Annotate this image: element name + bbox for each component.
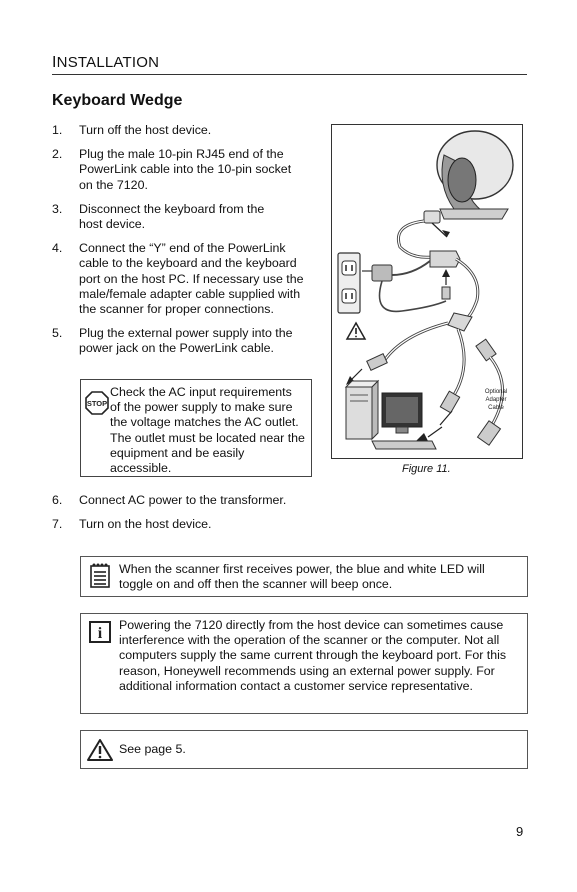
note-text: Powering the 7120 directly from the host device can sometimes cause interference with the operation of the scanner or the computer. Not all computers supply the same current through the keyboard port. For this reason, Honeywell recommends using an external power supply. For additional information contact a customer service representative. (119, 618, 507, 693)
note-text: See page 5. (119, 741, 186, 756)
note-see-page (80, 730, 528, 769)
list-item (52, 147, 312, 193)
figure-11 (331, 124, 523, 459)
step-number: 3. (52, 201, 63, 216)
list-item (52, 326, 312, 356)
list-item (52, 241, 312, 317)
stop-note-text: Check the AC input requirements of the power supply to make sure the voltage matches the AC outlet. The outlet must be located near the equipment and be easily accessible. (110, 385, 305, 476)
step-text: Plug the male 10-pin RJ45 end of the PowerLink cable into the 10-pin socket on the 7120. (79, 147, 292, 192)
steps-list (52, 123, 312, 366)
header-title (52, 54, 159, 71)
header-title-initial: I (52, 54, 57, 71)
figure-caption: Figure 11. (402, 463, 451, 475)
powerlink-splitter (430, 251, 460, 267)
stop-sign-label: STOP (86, 399, 108, 408)
stop-sign-icon (85, 391, 110, 476)
rj45-connector (424, 211, 440, 223)
section-title: Keyboard Wedge (52, 92, 183, 109)
step-number: 4. (52, 241, 63, 256)
info-icon (81, 618, 119, 713)
list-item (52, 493, 352, 508)
list-item (52, 202, 312, 232)
info-icon-label: i (97, 625, 103, 642)
adapter-label-line2: Adapter (485, 397, 507, 403)
step-text: Connect the “Y” end of the PowerLink cable to the keyboard and the keyboard port on the host PC. If necessary use the male/female adapter cable supplied with the scanner for proper connections. (79, 241, 304, 317)
y-junction (448, 313, 472, 331)
step-number: 2. (52, 147, 63, 162)
warning-triangle-icon (81, 738, 119, 762)
stop-note (80, 379, 312, 477)
step-number: 6. (52, 493, 63, 507)
step-number: 7. (52, 517, 63, 532)
page-number: 9 (516, 824, 524, 839)
list-item (52, 517, 352, 532)
step-text: Turn off the host device. (79, 123, 212, 137)
scanner-icon (437, 131, 513, 219)
step-text: Connect AC power to the transformer. (79, 493, 287, 507)
page-header (52, 54, 527, 75)
step-number: 5. (52, 326, 63, 341)
adapter-connector (476, 339, 496, 361)
power-transformer (372, 265, 392, 281)
step-text: Turn on the host device. (79, 517, 212, 532)
step-text: Disconnect the keyboard from the host device. (79, 201, 265, 232)
scanner-connection-illustration (332, 125, 522, 458)
notepad-icon (81, 562, 119, 596)
adapter-label-line3: Cable (488, 405, 504, 411)
note-text: When the scanner first receives power, the blue and white LED will toggle on and off then the scanner will beep once. (119, 562, 485, 592)
list-item (52, 123, 312, 138)
note-power-info (80, 613, 528, 714)
note-led-behavior (80, 556, 528, 597)
steps-list-continued (52, 493, 352, 541)
adapter-label-line1: Optional (484, 389, 508, 395)
header-title-rest: NSTALLATION (56, 54, 160, 71)
step-number: 1. (52, 123, 63, 137)
power-outlet-icon (338, 253, 360, 313)
step-text: Plug the external power supply into the power jack on the PowerLink cable. (79, 326, 293, 356)
